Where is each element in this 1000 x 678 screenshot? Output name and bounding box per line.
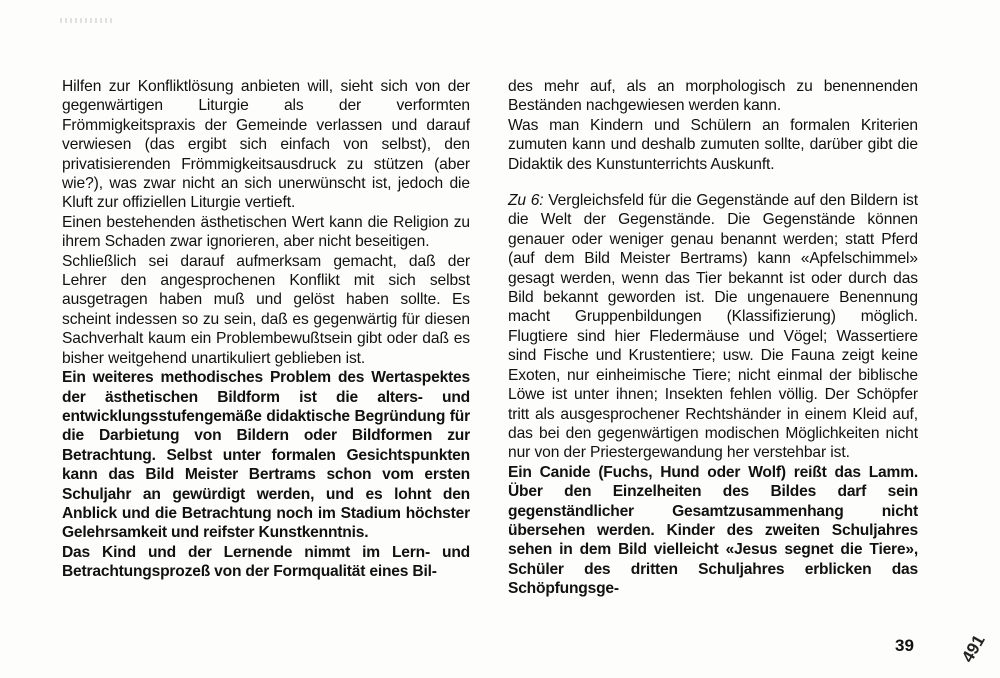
stamp-icon (955, 628, 989, 668)
paragraph: des mehr auf, als an morphologisch zu benennenden Beständen nachgewiesen werden kann. (508, 78, 918, 115)
paragraph: Das Kind und der Lernende nimmt im Lern- und Betrachtungsprozeß von der Formqualität eines Bil- (62, 543, 470, 581)
right-column (508, 77, 918, 599)
paragraph: Schließlich sei darauf aufmerksam gemacht, daß der Lehrer den angesprochenen Konflikt mit sich selbst ausgetragen haben muß und gelöst haben sollte. Es scheint indessen so zu sein, daß es gegenwärtig für diesen Sachverhalt kaum ein Problembewußtsein gibt oder daß es bisher weitgehend unartikuliert geblieben ist. (62, 252, 470, 367)
section-label: Zu 6: (508, 192, 544, 210)
paragraph (508, 191, 918, 463)
paragraph: Ein weiteres methodisches Problem des Wertaspektes der ästhetischen Bildform ist die alters- und entwicklungsstufengemäße didaktische Begründung für die Darbietung von Bildern oder Bildformen zur Betrachtung. Selbst unter formalen Gesichtspunkten kann das Bild Meister Bertrams schon vom ersten Schuljahr an gewürdigt werden, und es lohnt den Anblick und die Betrachtung noch im Stadium höchster Gelehrsamkeit und reifster Kunstkenntnis. (62, 369, 470, 542)
paragraph: Hilfen zur Konfliktlösung anbieten will, sieht sich von der gegenwärtigen Liturgie als der verformten Frömmigkeitspraxis der Gemeinde verlassen und darauf verwiesen (das ergibt sich einfach von selbst), den privatisierenden Frömmigkeitsausdruck zu stützen (aber wie?), was zwar nicht an sich unerwünscht ist, jedoch die Kluft zur offiziellen Liturgie vertieft. (62, 78, 470, 212)
paragraph-text: Vergleichsfeld für die Gegenstände auf den Bildern ist die Welt der Gegenstände. Die Gegenstände können genauer oder weniger genau benannt werden; statt Pferd (auf dem Bild Meister Bertrams) kann «Apfelschimmel» gesagt werden, wenn das Tier bekannt ist oder durch das Bild bekannt geworden ist. Die ungenauere Benennung macht Gruppenbildungen (Klassifizierung) möglich. Flugtiere sind hier Fledermäuse und Vögel; Wassertiere sind Fische und Krustentiere; usw. Die Fauna zeigt keine Exoten, nur einheimische Tiere; nicht einmal der biblische Löwe ist unter ihnen; Insekten fehlen völlig. Der Schöpfer tritt als ausgesprochener Rechtshänder in einem Kleid auf, das bei den gegenwärtigen modischen Möglichkeiten nicht nur von der Priestergewandung her verstehbar ist. (508, 192, 918, 462)
stamp-text: 491 (958, 631, 989, 666)
page-number: 39 (895, 636, 914, 655)
scan-smudge (60, 18, 115, 23)
paragraph: Ein Canide (Fuchs, Hund oder Wolf) reißt das Lamm. Über den Einzelheiten des Bildes darf sein gegenständlicher Gesamtzusammenhang nicht übersehen werden. Kinder des zweiten Schuljahres sehen in dem Bild vielleicht «Jesus segnet die Tiere», Schüler des dritten Schuljahres erblicken das Schöpfungsge- (508, 463, 918, 598)
paragraph: Was man Kindern und Schülern an formalen Kriterien zumuten kann und deshalb zumuten sollte, darüber gibt die Didaktik des Kunstunterrichts Auskunft. (508, 116, 918, 173)
paragraph: Einen bestehenden ästhetischen Wert kann die Religion zu ihrem Schaden zwar ignorieren, aber nicht beseitigen. (62, 213, 470, 251)
left-column (62, 77, 470, 582)
